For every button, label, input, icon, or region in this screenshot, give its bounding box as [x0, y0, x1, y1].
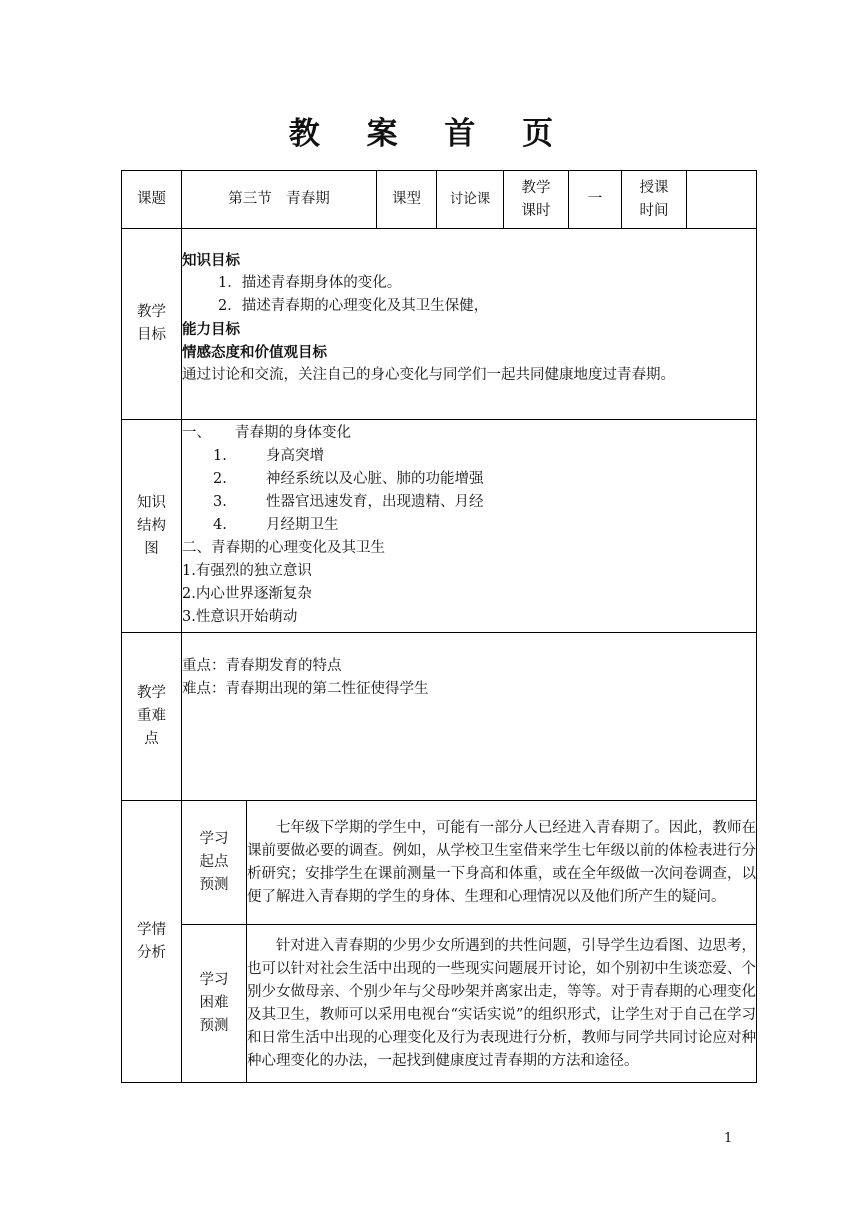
objectives-label-line1: 教学: [137, 304, 166, 320]
structure-label: [122, 420, 182, 633]
section-heading: 二、青春期的心理变化及其卫生: [182, 540, 385, 556]
knowledge-objective-item: 1．描述青春期身体的变化。: [218, 275, 402, 291]
structure-item: [182, 468, 756, 491]
learning-start-label-line1: 学习: [199, 831, 229, 847]
header-row: [122, 171, 757, 229]
teaching-hours-label-line1: 教学: [521, 179, 551, 196]
keypoints-label: [122, 633, 182, 801]
learning-difficulty-label-line2: 困难: [199, 995, 229, 1011]
structure-item: [182, 514, 756, 537]
item-number: 1.: [213, 448, 227, 464]
analysis-label: [122, 801, 182, 1083]
structure-item: [182, 491, 756, 514]
structure-item: 2.内心世界逐渐复杂: [182, 586, 312, 602]
class-time-label-line2: 时间: [639, 202, 669, 219]
difficult-point: 难点：青春期出现的第二性征使得学生: [182, 681, 429, 697]
page-title: 教 案 首 页: [288, 116, 572, 152]
objectives-content: [182, 229, 757, 420]
topic-label: 课题: [122, 171, 182, 229]
class-time-label: [622, 171, 687, 229]
lesson-type-value: 讨论课: [437, 171, 504, 229]
ability-objective-heading: 能力目标: [182, 321, 240, 338]
structure-content: [182, 420, 757, 633]
key-point: 重点：青春期发育的特点: [182, 658, 342, 674]
structure-label-line1: 知识: [137, 494, 166, 511]
learning-difficulty-label-line1: 学习: [199, 972, 229, 988]
item-text: 神经系统以及心脏、肺的功能增强: [266, 471, 484, 487]
objectives-label-line2: 目标: [137, 327, 166, 343]
analysis-label-line2: 分析: [137, 944, 166, 961]
topic-value: 第三节 青春期: [182, 171, 377, 229]
teaching-hours-label: [504, 171, 569, 229]
teaching-hours-label-line2: 课时: [521, 202, 551, 219]
item-number: 4.: [213, 517, 227, 533]
structure-label-line2: 结构: [137, 517, 166, 534]
learning-start-label: [182, 801, 247, 925]
keypoints-label-line1: 教学: [137, 685, 166, 701]
knowledge-objective-item: 2．描述青春期的心理变化及其卫生保健，: [218, 298, 489, 314]
knowledge-objective-heading: 知识目标: [182, 252, 240, 269]
page-number: 1: [724, 1131, 733, 1146]
objectives-label: [122, 229, 182, 420]
learning-difficulty-label-line3: 预测: [199, 1018, 229, 1034]
class-time-value: [687, 171, 757, 229]
learning-difficulty-text: 针对进入青春期的少男少女所遇到的共性问题，引导学生边看图、边思考，也可以针对社会生活中出现的一些现实问题展开讨论，如个别初中生谈恋爱、个别少女做母亲、个别少年与父母吵架并离家出走，等等。对于青春期的心理变化及其卫生，教师可以采用电视台“实话实说”的组织形式，让学生对于自己在学习和日常生活中出现的心理变化及行为表现进行分析，教师与同学共同讨论应对种种心理变化的办法，一起找到健康度过青春期的方法和途径。: [247, 925, 757, 1083]
learning-start-label-line3: 预测: [199, 877, 229, 893]
keypoints-label-line3: 点: [144, 731, 159, 747]
keypoints-label-line2: 重难: [137, 708, 166, 724]
analysis-label-line1: 学情: [137, 921, 166, 938]
class-time-label-line1: 授课: [639, 179, 669, 196]
teaching-hours-value: 一: [569, 171, 622, 229]
structure-label-line3: 图: [144, 540, 159, 557]
item-number: 3.: [213, 494, 227, 510]
structure-item: 1.有强烈的独立意识: [182, 563, 312, 579]
analysis-difficulty-row: [122, 925, 757, 1083]
section-heading: [182, 422, 756, 445]
item-number: 2.: [213, 471, 227, 487]
section-number: 一、: [182, 425, 211, 441]
item-text: 身高突增: [266, 448, 324, 464]
learning-start-label-line2: 起点: [199, 854, 229, 870]
item-text: 月经期卫生: [266, 517, 339, 533]
analysis-start-row: [122, 801, 757, 925]
emotion-objective-heading: 情感态度和价值观目标: [182, 344, 327, 361]
emotion-objective-text: 通过讨论和交流，关注自己的身心变化与同学们一起共同健康地度过青春期。: [182, 367, 675, 383]
structure-row: [122, 420, 757, 633]
item-text: 性器官迅速发育，出现遗精、月经: [266, 494, 484, 510]
learning-start-text: 七年级下学期的学生中，可能有一部分人已经进入青春期了。因此，教师在课前要做必要的调查。例如，从学校卫生室借来学生七年级以前的体检表进行分析研究；安排学生在课前测量一下身高和体重，或在全年级做一次问卷调查，以便了解进入青春期的学生的身体、生理和心理情况以及他们所产生的疑问。: [247, 801, 757, 925]
lesson-plan-table: [121, 170, 757, 1083]
keypoints-content: [182, 633, 757, 801]
structure-item: [182, 445, 756, 468]
learning-difficulty-label: [182, 925, 247, 1083]
objectives-row: [122, 229, 757, 420]
lesson-type-label: 课型: [377, 171, 437, 229]
section-title: 青春期的身体变化: [235, 425, 351, 441]
structure-item: 3.性意识开始萌动: [182, 609, 298, 625]
keypoints-row: [122, 633, 757, 801]
